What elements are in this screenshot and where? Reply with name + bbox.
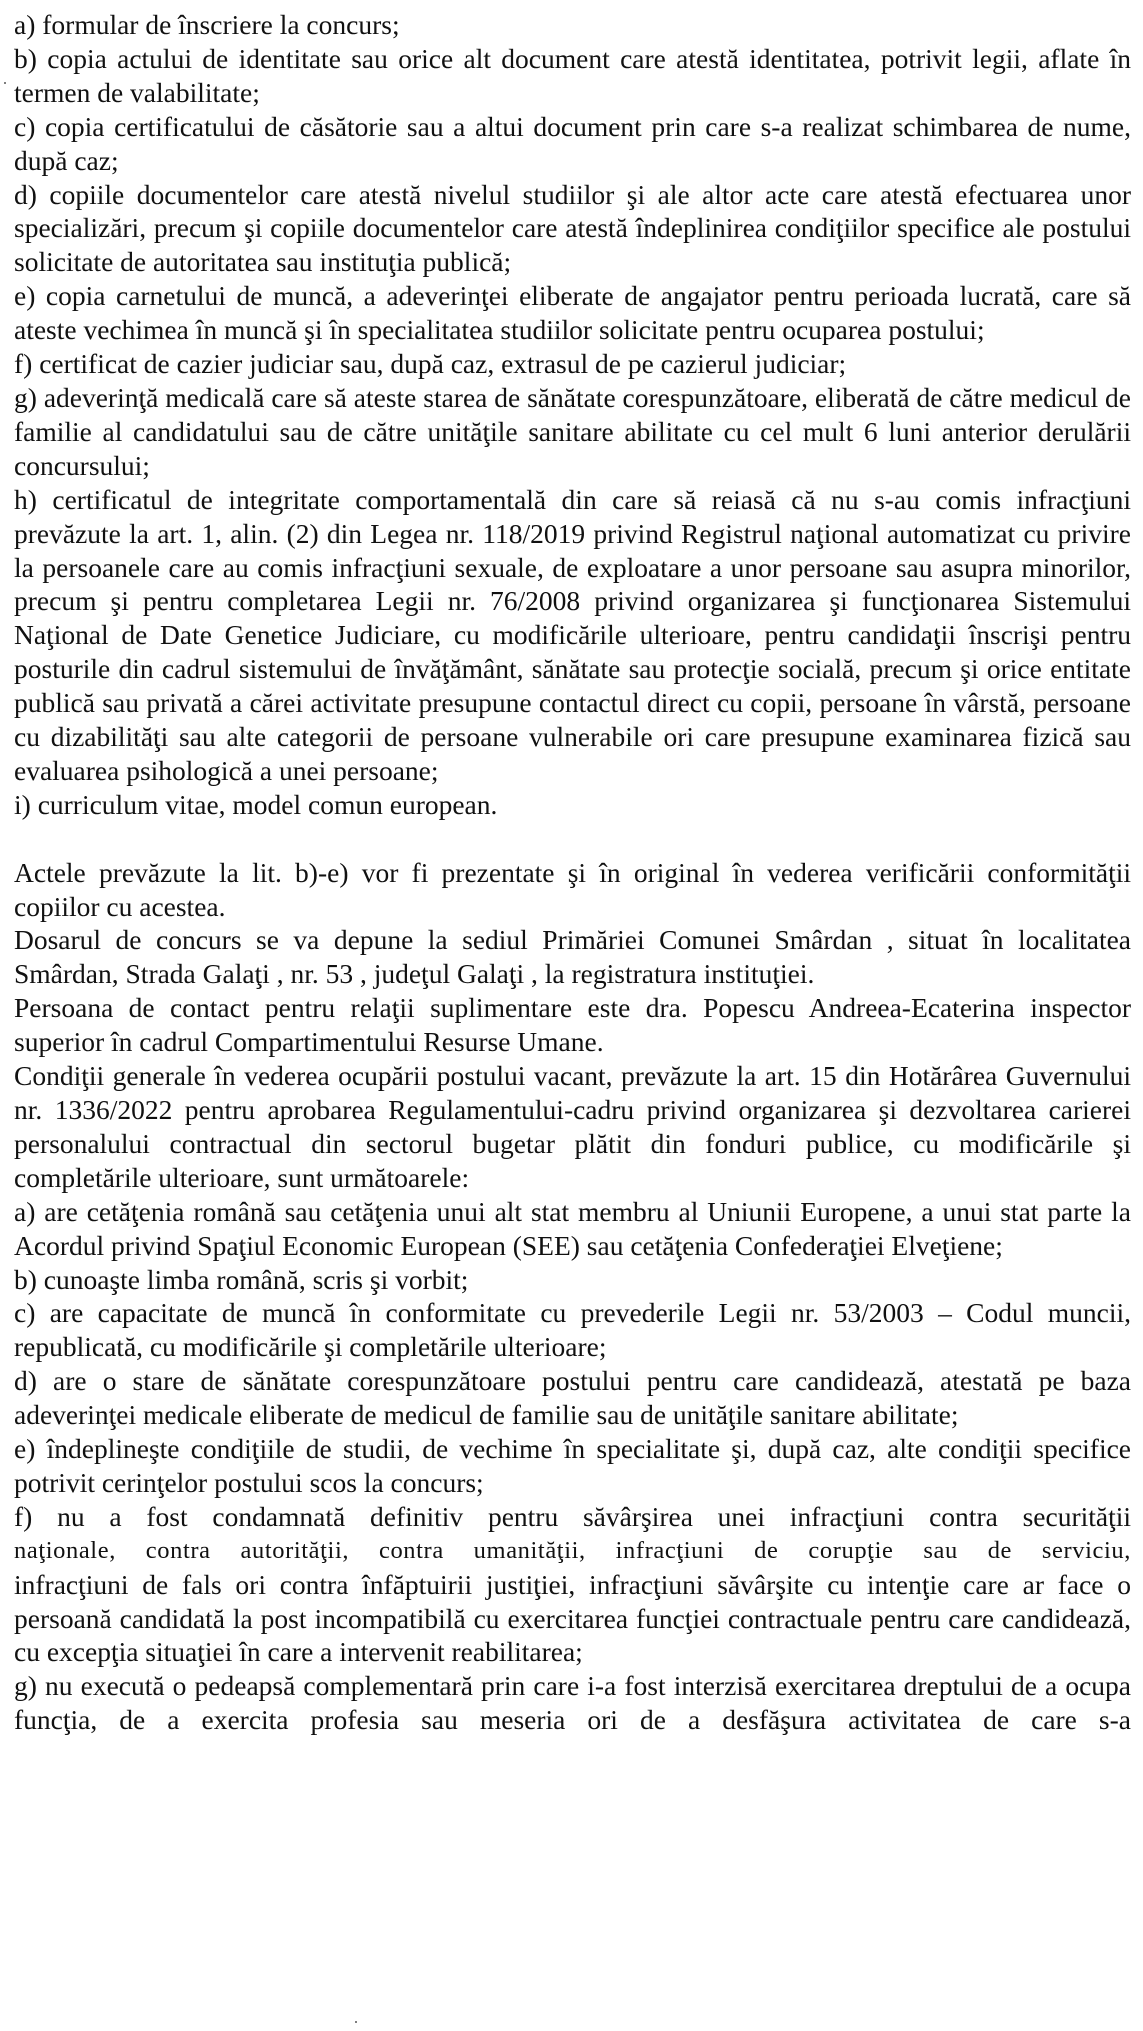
list-item: [14, 1195, 1131, 1263]
item-label: c): [14, 1297, 36, 1329]
blank-line: [14, 822, 1131, 856]
item-text: are capacitate de muncă în conformitate cu prevederile Legii nr. 53/2003 – Codul muncii, republicată, cu modificările şi completările ulterioare;: [14, 1297, 1132, 1363]
list-item: [14, 178, 1131, 280]
item-label: i): [14, 788, 31, 820]
item-text: curriculum vitae, model comun european.: [37, 788, 498, 820]
list-item: [14, 1669, 1131, 1737]
item-label: b): [14, 42, 37, 74]
item-label: d): [14, 1365, 37, 1397]
list-item: [14, 1500, 1131, 1670]
scan-speck: [4, 82, 6, 84]
item-text: copia certificatului de căsătorie sau a altui document prin care s-a realizat schimbarea de nume, după caz;: [14, 110, 1131, 176]
item-label: d): [14, 178, 37, 210]
item-label: c): [14, 110, 36, 142]
item-label: h): [14, 483, 37, 515]
contact-note: Persoana de contact pentru relaţii suplimentare este dra. Popescu Andreea-Ecaterina inspector superior în cadrul Compartimentului Resurse Umane.: [14, 992, 1131, 1058]
item-text: copia actului de identitate sau orice alt document care atestă identitatea, potrivit legii, aflate în termen de valabilitate;: [14, 42, 1131, 108]
item-line: [14, 1500, 1131, 1534]
list-item: [14, 279, 1131, 347]
item-text: nu execută o pedeapsă complementară prin care i-a fost interzisă exercitarea dreptului de a ocupa funcţia, de a exercita profesia sau meseria ori de a desfăşura activitatea de care s-a: [14, 1670, 1132, 1736]
item-text: formular de înscriere la concurs;: [42, 9, 400, 40]
item-label: g): [14, 381, 37, 413]
item-text: are cetăţenia română sau cetăţenia unui alt stat membru al Uniunii Europene, a unui stat parte la Acordul privind Spaţiul Economic European (SEE) sau cetăţenia Confederaţiei Elveţiene;: [14, 1195, 1131, 1261]
item-text: certificat de cazier judiciar sau, după caz, extrasul de pe cazierul judiciar;: [39, 348, 847, 380]
list-item: [14, 1432, 1131, 1500]
item-label: g): [14, 1670, 37, 1702]
general-conditions-list: [14, 1195, 1131, 1738]
list-item: [14, 1296, 1131, 1364]
list-item: [14, 42, 1131, 110]
item-text: copia carnetului de muncă, a adeverinţei eliberate de angajator pentru perioada lucrată, care să ateste vechimea în muncă şi în specialitatea studiilor solicitate pentru ocuparea postului;: [14, 280, 1131, 346]
item-text: îndeplineşte condiţiile de studii, de vechime în specialitate şi, după caz, alte condiţii specifice potrivit cerinţelor postului scos la concurs;: [14, 1433, 1132, 1498]
document-page: [14, 8, 1131, 1737]
item-text: cunoaşte limba română, scris şi vorbit;: [43, 1263, 469, 1295]
list-item: [14, 1263, 1131, 1297]
item-label: a): [14, 1195, 36, 1227]
item-text: copiile documentelor care atestă nivelul studiilor şi ale altor acte care atestă efectuarea unor specializări, precum şi copiile documentelor care atestă îndeplinirea condiţiilor specifice ale postului solicitate de autoritatea sau instituţia publică;: [14, 178, 1131, 278]
list-item: [14, 1364, 1131, 1432]
item-label: f): [14, 348, 33, 380]
item-text: are o stare de sănătate corespunzătoare postului pentru care candidează, atestată pe baza adeverinţei medicale eliberate de medicul de familie sau de unităţile sanitare abilitate;: [14, 1365, 1132, 1431]
list-item: [14, 483, 1131, 788]
list-item: [14, 788, 1131, 822]
submission-note: Dosarul de concurs se va depune la sediul Primăriei Comunei Smârdan , situat în localitatea Smârdan, Strada Galaţi , nr. 53 , judeţul Galaţi , la registratura instituţiei.: [14, 924, 1131, 990]
list-item: [14, 381, 1131, 483]
general-conditions-intro: Condiţii generale în vederea ocupării postului vacant, prevăzute la art. 15 din Hotărârea Guvernului nr. 1336/2022 pentru aprobarea Regulamentului-cadru privind organizarea şi dezvoltarea carierei personalului contractual din sectorul bugetar plătit din fonduri publice, cu modificările şi completările ulterioare, sunt următoarele:: [14, 1060, 1131, 1193]
item-label: e): [14, 280, 36, 312]
item-label: f): [14, 1500, 33, 1532]
item-label: b): [14, 1263, 37, 1295]
originals-note: Actele prevăzute la lit. b)-e) vor fi prezentate şi în original în vederea verificării conformităţii copiilor cu acestea.: [14, 856, 1131, 922]
item-text: nu a fost condamnată definitiv pentru săvârşirea unei infracţiuni contra securităţii: [57, 1500, 1132, 1532]
list-item: [14, 347, 1131, 381]
item-label: e): [14, 1433, 36, 1465]
list-item: [14, 110, 1131, 178]
scan-speck: [355, 2021, 357, 2023]
required-documents-list: [14, 8, 1131, 822]
item-line-small: naţionale, contra autorităţii, contra umanităţii, infracţiuni de corupţie sau de serviciu,: [14, 1536, 1131, 1564]
item-text: certificatul de integritate comportamentală din care să reiasă că nu s-au comis infracţiuni prevăzute la art. 1, alin. (2) din Legea nr. 118/2019 privind Registrul naţional automatizat cu privire la persoanele care au comis infracţiuni sexuale, de exploatare a unor persoane sau asupra minorilor, precum şi pentru completarea Legii nr. 76/2008 privind organizarea şi funcţionarea Sistemului Naţional de Date Genetice Judiciare, cu modificările ulterioare, pentru candidaţii înscrişi pentru posturile din cadrul sistemului de învăţământ, sănătate sau protecţie socială, precum şi orice entitate publică sau privată a cărei activitate presupune contactul direct cu copii, persoane în vârstă, persoane cu dizabilităţi sau alte categorii de persoane vulnerabile ori care presupune examinarea fizică sau evaluarea psihologică a unei persoane;: [14, 483, 1132, 786]
list-item: [14, 8, 1131, 42]
item-text: infracţiuni de fals ori contra înfăptuirii justiţiei, infracţiuni săvârşite cu intenţie care ar face o persoană candidată la post incompatibilă cu exercitarea funcţiei contractuale pentru care candidează, cu excepţia situaţiei în care a intervenit reabilitarea;: [14, 1568, 1131, 1668]
item-text: adeverinţă medicală care să ateste starea de sănătate corespunzătoare, eliberată de către medicul de familie al candidatului sau de către unităţile sanitare abilitate cu cel mult 6 luni anterior derulării concursului;: [14, 381, 1132, 481]
item-label: a): [14, 9, 36, 40]
